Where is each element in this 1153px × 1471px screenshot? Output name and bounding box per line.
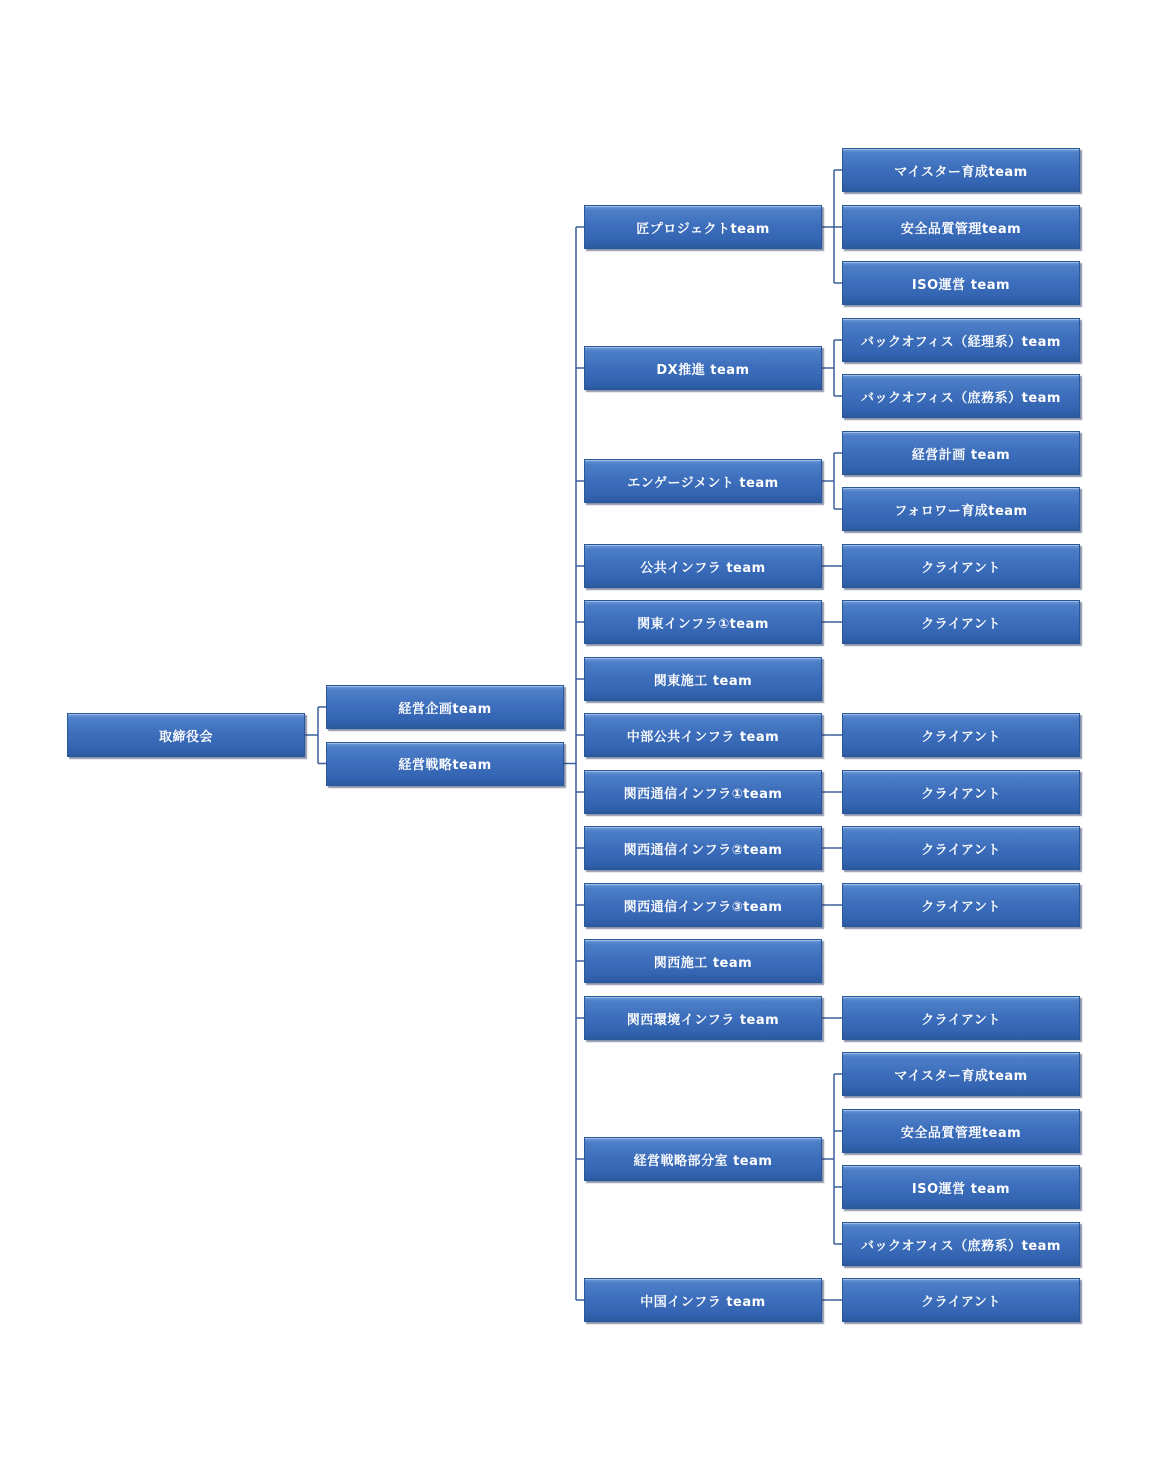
team-box-label: 中国インフラ team <box>640 1294 766 1310</box>
sub-team-box <box>842 826 1080 870</box>
team-box-label: エンゲージメント team <box>627 475 779 491</box>
sub-team-box-label: クライアント <box>921 729 1001 745</box>
sub-team-box <box>842 713 1080 757</box>
team-box-label: 関西通信インフラ③team <box>623 899 783 915</box>
sub-team-box <box>842 1109 1080 1153</box>
sub-team-box-label: 安全品質管理team <box>900 1125 1022 1141</box>
sub-team-box-label: ISO運営 team <box>911 277 1011 293</box>
sub-team-box <box>842 996 1080 1040</box>
sub-team-box <box>842 148 1080 192</box>
sub-team-box <box>842 883 1080 927</box>
team-box <box>584 459 822 503</box>
team-box-label: 中部公共インフラ team <box>626 729 780 745</box>
team-box <box>584 1278 822 1322</box>
team-box-label: 公共インフラ team <box>640 560 766 576</box>
sub-team-box-label: ISO運営 team <box>911 1181 1011 1197</box>
board-box-label: 取締役会 <box>158 729 213 745</box>
board-box <box>67 713 305 757</box>
sub-team-box <box>842 261 1080 305</box>
sub-team-box-label: クライアント <box>921 1012 1001 1028</box>
sub-team-box <box>842 1222 1080 1266</box>
management-team-box <box>326 742 564 786</box>
team-box <box>584 657 822 701</box>
team-box <box>584 544 822 588</box>
sub-team-box-label: クライアント <box>921 786 1001 802</box>
team-box-label: 関東インフラ①team <box>637 616 769 632</box>
sub-team-box-label: 安全品質管理team <box>900 221 1022 237</box>
team-box-label: 関西施工 team <box>653 955 753 971</box>
team-box <box>584 346 822 390</box>
team-box-label: 関西通信インフラ①team <box>623 786 783 802</box>
sub-team-box <box>842 318 1080 362</box>
sub-team-box-label: バックオフィス（経理系）team <box>861 334 1061 350</box>
team-box-label: 関西環境インフラ team <box>626 1012 780 1028</box>
sub-team-box-label: マイスター育成team <box>894 164 1028 180</box>
team-box-label: 関東施工 team <box>653 673 753 689</box>
team-box <box>584 205 822 249</box>
sub-team-box-label: クライアント <box>921 616 1001 632</box>
sub-team-box <box>842 770 1080 814</box>
team-box <box>584 996 822 1040</box>
team-box <box>584 883 822 927</box>
sub-team-box <box>842 374 1080 418</box>
sub-team-box-label: クライアント <box>921 1294 1001 1310</box>
sub-team-box-label: クライアント <box>921 842 1001 858</box>
team-box <box>584 770 822 814</box>
team-box <box>584 939 822 983</box>
team-box <box>584 600 822 644</box>
team-box <box>584 1137 822 1181</box>
sub-team-box <box>842 1052 1080 1096</box>
sub-team-box-label: フォロワー育成team <box>894 503 1028 519</box>
sub-team-box-label: 経営計画 team <box>911 447 1011 463</box>
sub-team-box <box>842 487 1080 531</box>
sub-team-box <box>842 1278 1080 1322</box>
team-box <box>584 826 822 870</box>
sub-team-box-label: クライアント <box>921 899 1001 915</box>
sub-team-box <box>842 600 1080 644</box>
management-team-box-label: 経営企画team <box>398 701 492 717</box>
sub-team-box-label: マイスター育成team <box>894 1068 1028 1084</box>
sub-team-box-label: クライアント <box>921 560 1001 576</box>
sub-team-box-label: バックオフィス（庶務系）team <box>861 390 1061 406</box>
team-box <box>584 713 822 757</box>
team-box-label: 匠プロジェクトteam <box>636 221 770 237</box>
team-box-label: 経営戦略部分室 team <box>633 1153 773 1169</box>
team-box-label: DX推進 team <box>656 362 750 378</box>
management-team-box-label: 経営戦略team <box>398 758 492 773</box>
sub-team-box <box>842 205 1080 249</box>
sub-team-box-label: バックオフィス（庶務系）team <box>861 1238 1061 1254</box>
sub-team-box <box>842 544 1080 588</box>
team-box-label: 関西通信インフラ②team <box>623 842 783 858</box>
management-team-box <box>326 685 564 729</box>
sub-team-box <box>842 431 1080 475</box>
sub-team-box <box>842 1165 1080 1209</box>
